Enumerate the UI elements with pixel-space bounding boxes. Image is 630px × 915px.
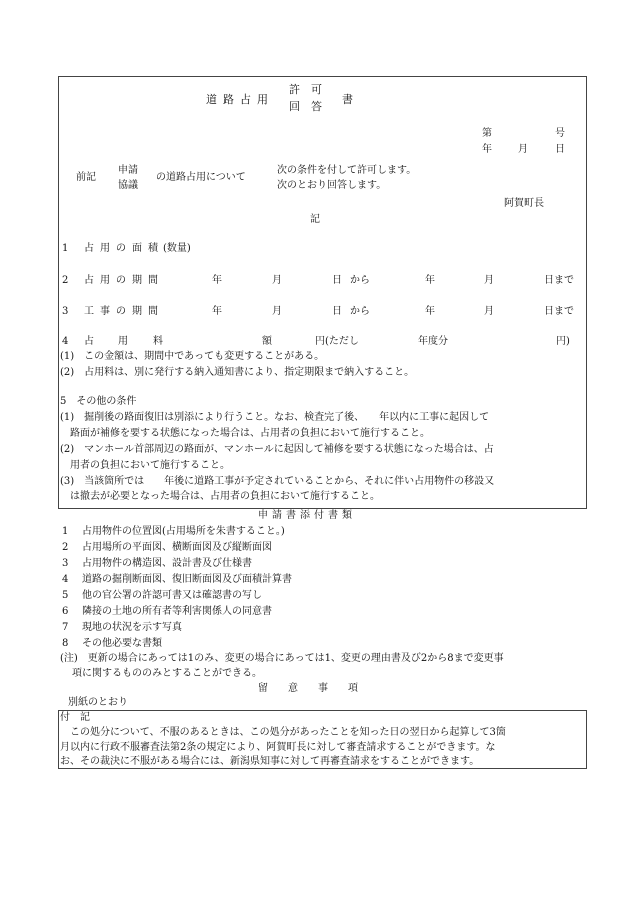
title-doc: 書 [342,93,353,106]
period-to-year: 年 [425,275,435,286]
attachment-text: その他必要な書類 [82,638,162,649]
other-condition-line: (3) 当該箇所では 年後に道路工事が予定されていることから、それに伴い占用物件の移設又 [60,476,495,487]
intro-apply: 申請 [118,165,138,176]
appendix-line: 月以内に行政不服審査法第2条の規定により、阿賀町長に対して審査請求することができます。な [60,742,496,753]
fee-note-1: (1) この金額は、期間中であっても変更することがある。 [60,351,325,362]
item-area-label: 占用の面積 [84,243,164,254]
construction-from-month: 月 [272,306,282,317]
attachment-num: 7 [62,622,69,633]
intro-consult: 協議 [118,180,138,191]
attachment-text: 占用物件の位置図(占用場所を朱書すること。) [82,526,285,537]
attachments-note: (注) 更新の場合にあっては1のみ、変更の場合にあっては1、変更の理由書及び2から8まで変更事 [60,653,504,664]
construction-to-month: 月 [484,306,494,317]
period-to-month: 月 [484,275,494,286]
date-day: 日 [555,144,565,155]
construction-to-year: 年 [425,306,435,317]
period-from-kara: から [350,275,370,286]
period-to-day: 日まで [544,275,574,286]
attachment-num: 3 [62,558,69,569]
doc-number-go: 号 [555,128,565,139]
item-construction-label: 工事の期間 [84,306,164,317]
construction-to-day: 日まで [544,306,574,317]
period-from-year: 年 [212,275,222,286]
item-area-suffix: (数量) [163,243,191,254]
intro-prefix: 前記 [76,172,96,183]
other-condition-line: (2) マンホール首部周辺の路面が、マンホールに起因して補修を要する状態になった場合は、占 [60,444,494,455]
intro-answer-text: 次のとおり回答します。 [277,180,387,191]
date-year: 年 [482,144,492,155]
item-fee-label-1: 占 [84,336,94,347]
construction-from-kara: から [350,306,370,317]
attachments-heading: 申請書添付書類 [258,510,356,521]
appendix-line: この処分について、不服のあるときは、この処分があったことを知った日の翌日から起算して3箇 [60,727,506,738]
doc-number-dai: 第 [482,128,492,139]
attachment-num: 8 [62,638,69,649]
item-period-label: 占用の期間 [84,275,164,286]
item-fee-label-3: 料 [153,336,163,347]
intro-permit-text: 次の条件を付して許可します。 [277,165,417,176]
title-answer: 回 答 [289,100,322,113]
appendix-heading: 付 記 [60,712,90,723]
other-condition-line: 路面が補修を要する状態になった場合は、占用者の負担において施行すること。 [60,428,430,439]
issuer: 阿賀町長 [504,198,544,209]
attachment-text: 現地の状況を示す写真 [82,622,182,633]
title-permit: 許 可 [289,83,322,96]
item-fee-yen-close: 円) [556,336,570,347]
attachments-note: 項に関するもののみとすることができる。 [72,668,262,679]
other-conditions-heading: 5 その他の条件 [60,396,137,407]
item-fee-fiscal: 年度分 [418,336,448,347]
title-main: 道路占用 [206,93,274,106]
construction-from-year: 年 [212,306,222,317]
appendix-line: お、その裁決に不服がある場合には、新潟県知事に対して再審査請求をすることができます。 [60,756,480,767]
period-from-month: 月 [272,275,282,286]
item-period-num: 2 [62,275,69,286]
other-condition-line: (1) 掘削後の路面復旧は別添により行うこと。なお、検査完了後、 年以内に工事に起因して [60,412,490,423]
ki-label: 記 [310,214,320,225]
construction-from-day: 日 [332,306,342,317]
attachment-num: 4 [62,574,69,585]
fee-note-2: (2) 占用料は、別に発行する納入通知書により、指定期限まで納入すること。 [60,367,415,378]
attachment-text: 占用場所の平面図、横断面図及び縦断面図 [82,542,272,553]
item-construction-num: 3 [62,306,69,317]
attachment-text: 占用物件の構造図、設計書及び仕様書 [82,558,252,569]
attachment-num: 1 [62,526,69,537]
attachment-text: 他の官公署の許認可書又は確認書の写し [82,590,262,601]
period-from-day: 日 [332,275,342,286]
item-fee-label-4: 額 [262,336,272,347]
date-month: 月 [518,144,528,155]
attachment-num: 2 [62,542,69,553]
item-fee-yen-but: 円(ただし [315,336,359,347]
remarks-heading: 留 意 事 項 [258,683,358,694]
remarks-text: 別紙のとおり [68,697,128,708]
other-condition-line: は撤去が必要となった場合は、占用者の負担において施行すること。 [60,491,380,502]
item-area-num: 1 [62,243,69,254]
attachment-num: 6 [62,606,69,617]
intro-middle: の道路占用について [156,172,246,183]
attachment-text: 隣接の土地の所有者等利害関係人の同意書 [82,606,272,617]
item-fee-num: 4 [62,336,69,347]
attachment-num: 5 [62,590,69,601]
other-condition-line: 用者の負担において施行すること。 [60,460,230,471]
item-fee-label-2: 用 [118,336,128,347]
attachment-text: 道路の掘削断面図、復旧断面図及び面積計算書 [82,574,292,585]
